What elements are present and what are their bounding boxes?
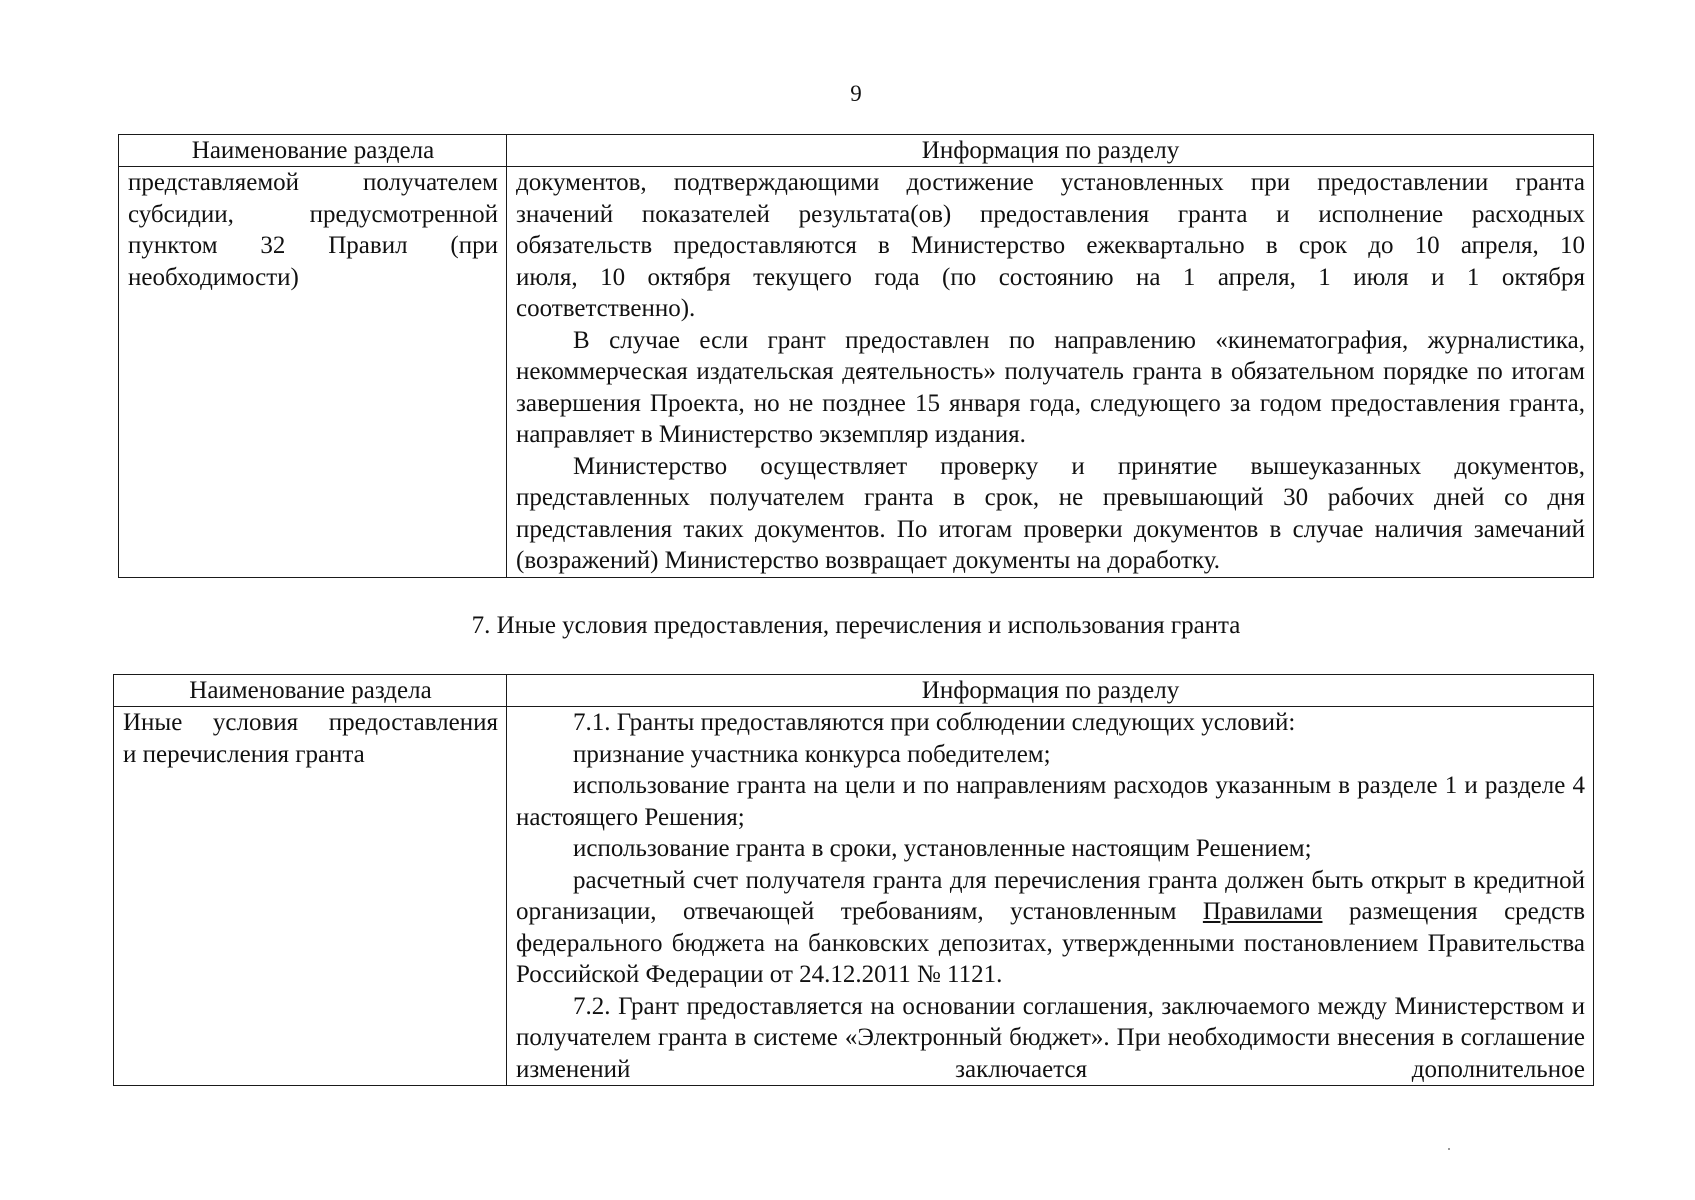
info-line: значений показателей результата(ов) предоставления гранта и исполнение расходных [516, 200, 1585, 228]
section-name-line: необходимости) [128, 263, 299, 291]
condition-7-1: 7.1. Гранты предоставляются при соблюдении следующих условий: [573, 709, 1296, 736]
page-number: 9 [850, 81, 862, 106]
condition-item: использование гранта на цели и по направлениям расходов указанным в разделе 1 и разделе 4 настоящего Решения; [516, 772, 1585, 831]
section-info-cell [507, 707, 1594, 1086]
header-section-name: Наименование раздела [114, 675, 507, 707]
condition-item [516, 865, 1585, 991]
table-header-row [114, 675, 1594, 707]
section-name-line: и перечисления гранта [123, 740, 365, 768]
header-section-info: Информация по разделу [507, 135, 1594, 167]
header-section-info: Информация по разделу [507, 675, 1594, 707]
condition-7-2: 7.2. Грант предоставляется на основании соглашения, заключаемого между Министерством и получателем гранта в системе «Электронный бюджет». При необходимости внесения в соглашение изменений заключается дополнительное [516, 992, 1585, 1083]
info-line: июля, 10 октября текущего года (по состоянию на 1 апреля, 1 июля и 1 октября [516, 263, 1585, 291]
scan-speck [1448, 1148, 1450, 1150]
section-name-line: представляемой получателем [128, 169, 498, 196]
section-name-cell [114, 707, 507, 1086]
section-7-title: 7. Иные условия предоставления, перечисления и использования гранта [471, 612, 1241, 639]
info-paragraph: Министерство осуществляет проверку и принятие вышеуказанных документов, представленных получателем гранта в срок, не превышающий 30 рабочих дней со дня представления таких документов. По итогам проверки документов в случае наличия замечаний (возражений) Министерство возвращает документы на доработку. [516, 452, 1585, 574]
section-6-table [118, 134, 1594, 578]
rules-link[interactable]: Правилами [1202, 898, 1323, 925]
info-line: документов, подтверждающими достижение установленных при предоставлении гранта [516, 169, 1585, 196]
info-line: обязательств предоставляются в Министерство ежеквартально в срок до 10 апреля, 10 [516, 232, 1585, 259]
info-paragraph: В случае если грант предоставлен по направлению «кинематография, журналистика, некоммерческая издательская деятельность» получатель гранта в обязательном порядке по итогам завершения Проекта, но не позднее 15 января года, следующего за годом предоставления гранта, направляет в Министерство экземпляр издания. [516, 326, 1585, 448]
condition-item: признание участника конкурса победителем; [573, 740, 1051, 768]
section-name-line: пунктом 32 Правил (при [128, 232, 498, 259]
condition-item: использование гранта в сроки, установленные настоящим Решением; [573, 835, 1312, 862]
condition-text: размещения средств федерального бюджета на банковских депозитах, утвержденными постановлением Правительства Российской Федерации от 24.12.2011 № 1121. [516, 898, 1585, 988]
table-row [114, 707, 1594, 1086]
section-name-line: субсидии, предусмотренной [128, 200, 498, 228]
section-7-table [113, 674, 1594, 1086]
condition-text: расчетный счет получателя гранта для перечисления гранта должен быть открыт в кредитной организации, отвечающей требованиям, установленным [516, 866, 1585, 925]
header-section-name: Наименование раздела [119, 135, 507, 167]
info-line: соответственно). [516, 295, 696, 322]
table-header-row [119, 135, 1594, 167]
table-row [119, 167, 1594, 578]
section-info-cell [507, 167, 1594, 578]
section-name-line: Иные условия предоставления [123, 709, 498, 736]
section-name-cell [119, 167, 507, 578]
